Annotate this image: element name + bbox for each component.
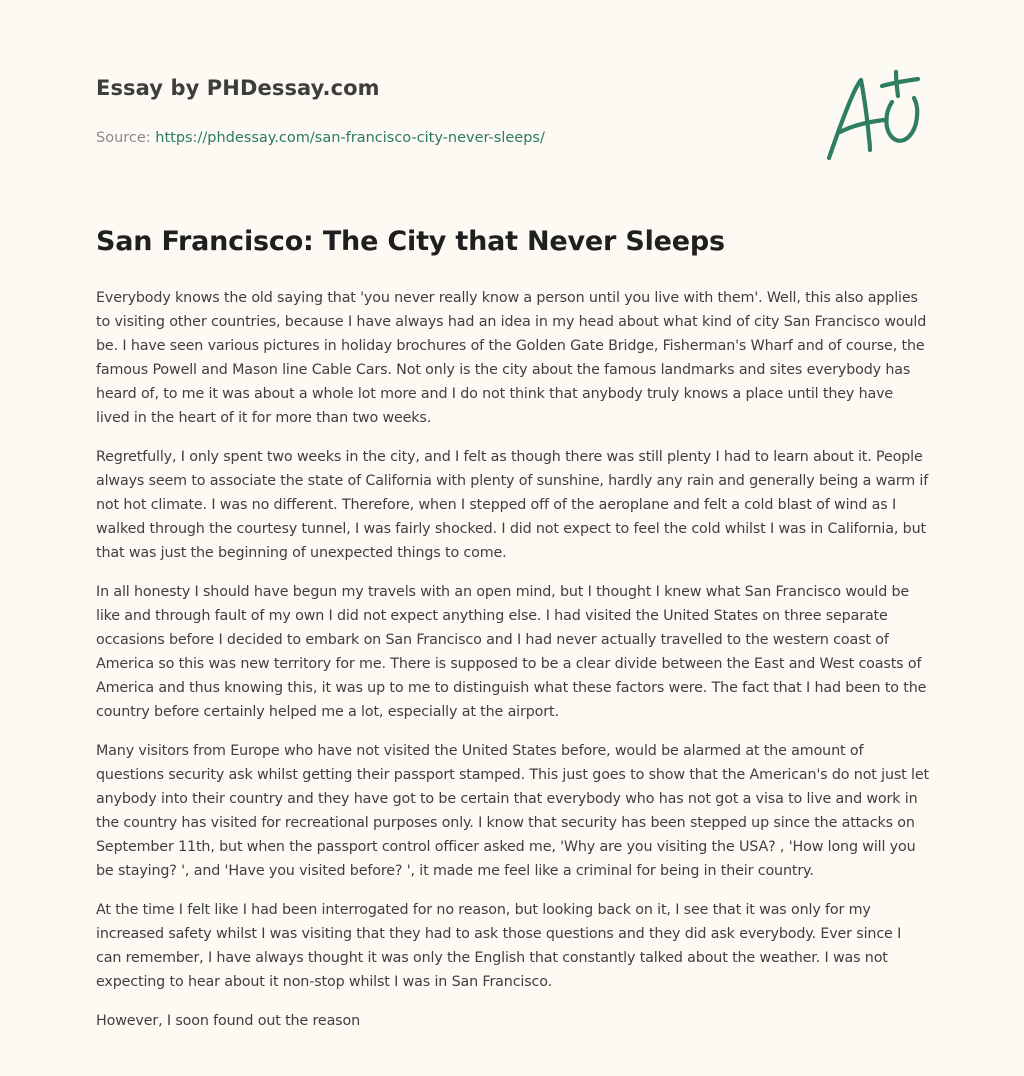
- essay-paragraph: In all honesty I should have begun my travels with an open mind, but I thought I knew what San Francisco would be like and through fault of my own I did not expect anything else. I had visited the United States on three separate occasions before I decided to embark on San Francisco and I had never actually travelled to the western coast of America so this was new territory for me. There is supposed to be a clear divide between the East and West coasts of America and thus knowing this, it was up to me to distinguish what these factors were. The fact that I had been to the country before certainly helped me a lot, especially at the airport.: [96, 584, 927, 720]
- essay-paragraph: Regretfully, I only spent two weeks in the city, and I felt as though there was still plenty I had to learn about it. People always seem to associate the state of California with plenty of sunshine, hardly any rain and generally being a warm if not hot climate. I was no different. Therefore, when I stepped off of the aeroplane and felt a cold blast of wind as I walked through the courtesy tunnel, I was fairly shocked. I did not expect to feel the cold whilst I was in California, but that was just the beginning of unexpected things to come.: [96, 449, 929, 561]
- essay-paragraph: Everybody knows the old saying that 'you never really know a person until you live with them'. Well, this also applies to visiting other countries, because I have always had an idea in my head about what kind of city San Francisco would be. I have seen various pictures in holiday brochures of the Golden Gate Bridge, Fisherman's Wharf and of course, the famous Powell and Mason line Cable Cars. Not only is the city about the famous landmarks and sites everybody has heard of, to me it was about a whole lot more and I do not think that anybody truly knows a place until they have lived in the heart of it for more than two weeks.: [96, 290, 927, 426]
- source-line: [96, 130, 696, 146]
- source-link[interactable]: https://phdessay.com/san-francisco-city-never-sleeps/: [155, 130, 545, 146]
- essay-paragraph: At the time I felt like I had been interrogated for no reason, but looking back on it, I see that it was only for my increased safety whilst I was visiting that they had to ask those questions and they did ask everybody. Ever since I can remember, I have always thought it was only the English that constantly talked about the weather. I was not expecting to hear about it non-stop whilst I was in San Francisco.: [96, 902, 902, 990]
- essay-paragraph: Many visitors from Europe who have not visited the United States before, would be alarmed at the amount of questions security ask whilst getting their passport stamped. This just goes to show that the American's do not just let anybody into their country and they have got to be certain that everybody who has not got a visa to live and work in the country has visited for recreational purposes only. I know that security has been stepped up since the attacks on September 11th, but when the passport control officer asked me, 'Why are you visiting the USA? , 'How long will you be staying? ', and 'Have you visited before? ', it made me feel like a criminal for being in their country.: [96, 743, 929, 879]
- site-title: Essay by PHDessay.com: [96, 76, 380, 100]
- page-header: [96, 76, 696, 146]
- essay-title: San Francisco: The City that Never Sleeps: [96, 226, 725, 257]
- essay-paragraph: However, I soon found out the reason: [96, 1013, 360, 1029]
- essay-body: [96, 286, 930, 1048]
- a-plus-logo-svg: [822, 68, 932, 164]
- a-plus-logo-icon: [822, 68, 932, 164]
- source-label: Source:: [96, 130, 156, 146]
